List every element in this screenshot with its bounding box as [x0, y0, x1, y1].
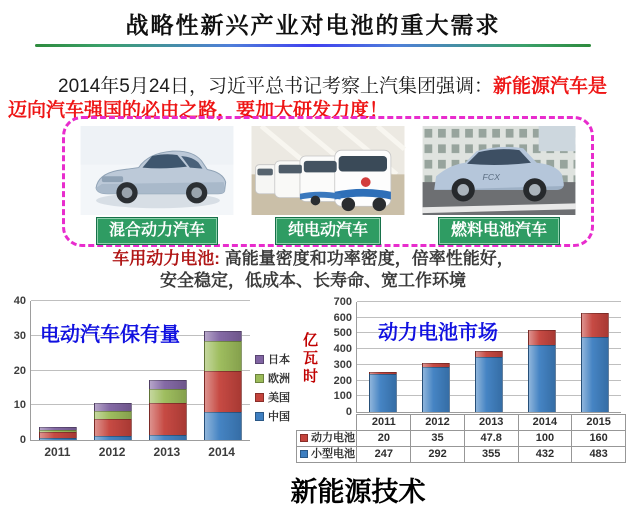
table-row-header: 小型电池: [297, 447, 357, 463]
quote-red-text: 新能源汽车是迈向汽车强国的必由之路，要加大研发力度！: [8, 76, 607, 121]
bar-segment: [94, 411, 132, 419]
title-divider: [35, 44, 591, 47]
x-axis-tick: 2011: [44, 445, 71, 459]
bar-segment: [149, 403, 187, 435]
table-value-cell: 355: [464, 447, 518, 463]
footer-caption: 新能源技术: [290, 477, 426, 507]
gridline: [31, 300, 250, 301]
legend-swatch: [255, 355, 264, 364]
legend-swatch: [255, 374, 264, 383]
legend-item: [255, 370, 290, 386]
battery-data-table: [296, 414, 626, 463]
bar-segment: [422, 367, 450, 412]
bar-segment: [149, 380, 187, 389]
ev-ownership-chart: [4, 292, 314, 468]
table-value-cell: 35: [411, 431, 465, 447]
battery-lead: 车用动力电池:: [112, 249, 220, 268]
table-value-cell: 292: [411, 447, 465, 463]
y-axis-tick: 700: [333, 296, 352, 308]
battery-chart-ylabel: 亿瓦时: [301, 332, 318, 386]
legend-item: [255, 408, 290, 424]
battery-requirements-text: [0, 248, 626, 292]
bar-segment: [149, 389, 187, 403]
table-value-cell: 247: [357, 447, 411, 463]
page-title: 战略性新兴产业对电池的重大需求: [125, 12, 501, 38]
table-value-cell: 100: [518, 431, 572, 447]
fuel-cell-car-photo: [420, 126, 578, 215]
stacked-bar: [94, 403, 132, 440]
table-value-cell: 20: [357, 431, 411, 447]
stacked-bar: [422, 363, 450, 412]
bar-segment: [204, 371, 242, 412]
table-row-header: 动力电池: [297, 431, 357, 447]
vehicle-tag-fuelcell: 燃料电池汽车: [439, 218, 559, 244]
battery-line2: 安全稳定，低成本、长寿命、宽工作环境: [160, 271, 466, 290]
vehicle-tag-hybrid: 混合动力汽车: [97, 218, 217, 244]
table-year-cell: 2015: [572, 415, 626, 431]
stacked-bar: [369, 372, 397, 412]
legend-label: 美国: [268, 392, 290, 404]
legend-label: 欧洲: [268, 373, 290, 385]
bar-segment: [204, 331, 242, 341]
legend-label: 日本: [268, 354, 290, 366]
y-axis-tick: 30: [13, 329, 26, 342]
table-year-cell: 2011: [357, 415, 411, 431]
bar-segment: [528, 330, 556, 345]
y-axis-tick: 10: [13, 399, 26, 412]
electric-buses-photo: [249, 126, 407, 215]
bar-segment: [475, 357, 503, 412]
y-axis-tick: 500: [333, 327, 352, 340]
table-value-cell: 483: [572, 447, 626, 463]
table-value-cell: 47.8: [464, 431, 518, 447]
x-axis-tick: 2012: [98, 445, 126, 459]
stacked-bar: [204, 331, 242, 440]
vehicle-fuelcell: [419, 126, 579, 244]
stacked-bar: [475, 351, 503, 412]
table-year-cell: 2013: [464, 415, 518, 431]
stacked-bar: [528, 330, 556, 412]
table-value-cell: 160: [572, 431, 626, 447]
bar-segment: [581, 313, 609, 337]
y-axis-tick: 200: [333, 374, 352, 387]
series-swatch: [300, 450, 308, 458]
bar-segment: [528, 345, 556, 412]
hybrid-sedan-photo: [78, 126, 236, 215]
stacked-bar: [149, 380, 187, 440]
legend-swatch: [255, 412, 264, 421]
table-data-row: [297, 447, 626, 463]
series-swatch: [300, 434, 308, 442]
bar-segment: [204, 412, 242, 440]
quote-black-text: 2014年5月24日，习近平总书记考察上汽集团强调：: [58, 76, 493, 97]
table-year-cell: 2012: [411, 415, 465, 431]
battery-market-chart: [296, 288, 626, 466]
y-axis-tick: 0: [345, 406, 352, 418]
bar-segment: [149, 435, 187, 440]
table-data-row: [297, 431, 626, 447]
vehicle-hybrid: [77, 126, 237, 244]
bar-segment: [94, 403, 132, 411]
y-axis-tick: 0: [19, 434, 26, 446]
svg-text:FCX: FCX: [482, 172, 500, 183]
y-axis-tick: 40: [13, 295, 26, 307]
vehicle-electric: [248, 126, 408, 244]
bar-segment: [94, 436, 132, 440]
x-axis-tick: 2014: [208, 445, 235, 459]
bar-segment: [94, 419, 132, 436]
stacked-bar: [39, 427, 77, 440]
bar-segment: [39, 438, 77, 440]
bar-segment: [204, 341, 242, 371]
y-axis-tick: 100: [333, 390, 352, 403]
y-axis-tick: 300: [333, 358, 352, 371]
bar-segment: [581, 337, 609, 412]
stacked-bar: [581, 313, 609, 412]
y-axis-tick: 20: [13, 364, 26, 377]
x-axis-tick: 2013: [153, 445, 181, 459]
legend-item: [255, 351, 290, 367]
ev-chart-legend: [255, 348, 290, 427]
legend-label: 中国: [268, 411, 290, 423]
gridline: [357, 301, 621, 302]
y-axis-tick: 600: [333, 311, 352, 324]
legend-swatch: [255, 393, 264, 402]
y-axis-tick: 400: [333, 343, 352, 356]
ev-chart-title: 电动汽车保有量: [40, 324, 180, 346]
battery-line1: 高能量密度和功率密度，倍率性能好，: [224, 249, 514, 268]
table-year-cell: 2014: [518, 415, 572, 431]
bar-segment: [369, 374, 397, 412]
legend-item: [255, 389, 290, 405]
vehicle-tag-electric: 纯电动汽车: [276, 218, 380, 244]
table-value-cell: 432: [518, 447, 572, 463]
battery-chart-title: 动力电池市场: [378, 322, 498, 344]
vehicle-types-box: [62, 116, 594, 247]
